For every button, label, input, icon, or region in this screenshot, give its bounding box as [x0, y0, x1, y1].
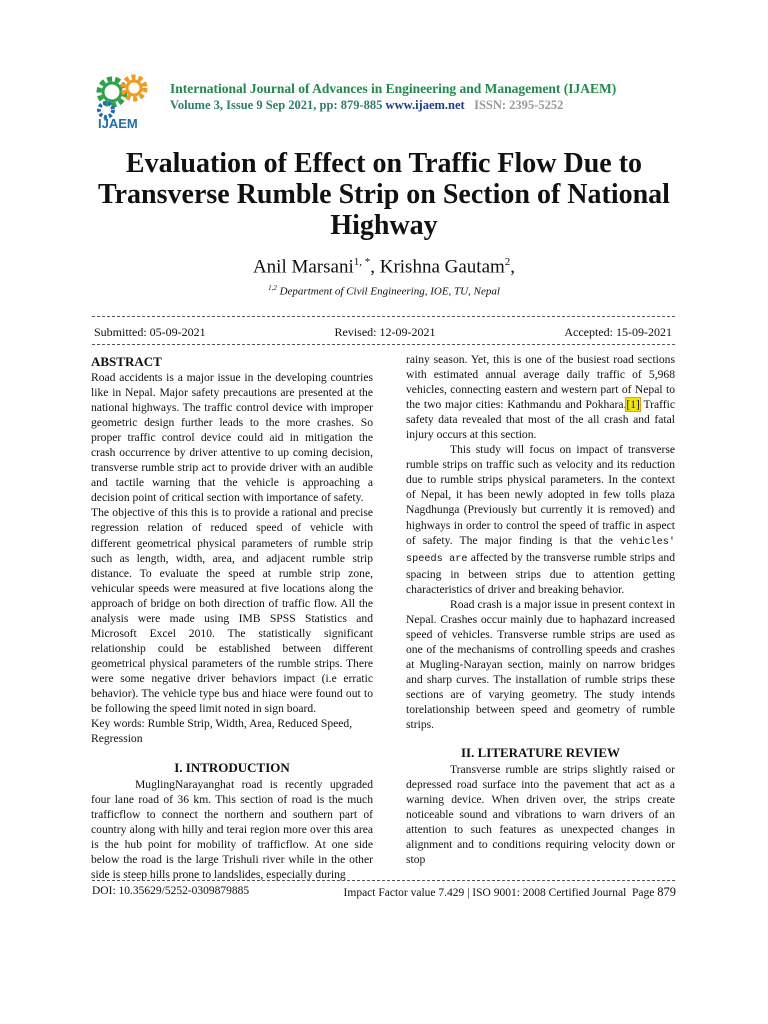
introduction-paragraph-3: Road crash is a major issue in present context in Nepal. Crashes occur mainly due to haphazard increased speed of vehicles. Transverse rumble strips are used as one of the mechanisms of controlling speeds and crashes at Mugling-Narayan section, mainly on narrow bridges and sharp curves. The installation of rumble strips these sections are of varying geometry. The study intends torelationship between speed and geometry of rumble strips. — [406, 597, 675, 732]
gear-logo-icon — [92, 70, 162, 132]
accepted-date: Accepted: 15-09-2021 — [564, 325, 672, 339]
issn: ISSN: 2395-5252 — [474, 98, 564, 112]
page-number: 879 — [657, 885, 676, 899]
intro-p2-mono: vehicles' speeds are — [406, 536, 675, 565]
journal-name: International Journal of Advances in Engineering and Management (IJAEM) — [170, 81, 617, 96]
divider-top — [92, 316, 675, 317]
abstract-paragraph-2: The objective of this this is to provide a rational and precise regression relation of reduced speed of vehicle with different geometrical physical parameters of rumble strip such as length, width, area, and adjacent rumble strip distance. To evaluate the speed at rumble strip zone, vehicular speeds were measured at five locations along the approach of bridge on both direction of traffic flow. All the analysis were made using IMB SPSS Statistics and Microsoft Excel 2010. The statistically significant relationship could be established between different geometrical physical parameters of the rumble strips. There were some negative driver behaviors impact (i.e erratic behavior). The vehicle type bus and hiace were found out to be following the speed limit noted in sign board. — [91, 506, 373, 716]
intro-p2-text-2: affected by the transverse rumble strips and spacing in between strips due to attention getting characteristics of driver and breaking behavior. — [406, 550, 675, 596]
journal-info — [170, 98, 690, 113]
intro-p2-text: This study will focus on impact of transverse rumble strips on traffic such as velocity and its reduction due to rumble strips physical parameters. In the context of Nepal, it has been newly adopted in few tolls plaza Nagdhunga (Previously but currently it is removed) and highways in order to control the speed of traffic in aspect of safety. The major finding is that the — [406, 443, 675, 547]
introduction-paragraph-1: MuglingNarayanghat road is recently upgraded four lane road of 36 km. This section of road is the much trafficflow to connect the northern and southern part of country along with hilly and terai region more over this area is the hub point for mobility of trafficflow. At one side below the road is the large Trishuli river while in the other side is steep hills prone to landslides, especially during — [91, 778, 373, 882]
author-1: Anil Marsani — [252, 256, 354, 278]
affiliation-sup: 1,2 — [268, 284, 277, 292]
journal-url[interactable]: www.ijaem.net — [385, 98, 465, 112]
author-sep: , — [370, 256, 380, 278]
author-2-affil: 2 — [504, 256, 511, 268]
submitted-date: Submitted: 05-09-2021 — [94, 325, 206, 339]
doi[interactable]: DOI: 10.35629/5252-0309879885 — [92, 885, 250, 897]
citation-1[interactable]: [1] — [626, 398, 640, 412]
introduction-heading: I. INTRODUCTION — [174, 760, 290, 776]
author-tail: , — [510, 256, 516, 278]
volume-info: Volume 3, Issue 9 Sep 2021, pp: 879-885 — [170, 98, 383, 112]
author-1-affil: 1, * — [353, 256, 371, 268]
left-column — [91, 354, 373, 883]
footer-divider — [92, 880, 675, 881]
footer-right — [344, 885, 676, 900]
logo-text: IJAEM — [98, 116, 138, 131]
divider-bottom — [92, 344, 675, 345]
paper-title: Evaluation of Effect on Traffic Flow Due to Transverse Rumble Strip on Section of National Highway — [98, 148, 670, 241]
page-label: Page — [632, 887, 658, 899]
revised-date: Revised: 12-09-2021 — [334, 325, 436, 339]
keywords: Key words: Rumble Strip, Width, Area, Reduced Speed, Regression — [91, 717, 353, 746]
introduction-paragraph-2 — [406, 442, 675, 596]
journal-logo — [92, 70, 162, 132]
author-2: Krishna Gautam — [379, 256, 505, 278]
affiliation-text: Department of Civil Engineering, IOE, TU, Nepal — [279, 285, 500, 298]
dates-row — [94, 325, 672, 340]
intro-cont-text: rainy season. Yet, this is one of the busiest road sections with estimated annual average daily traffic of 5,968 vehicles, connecting eastern and western part of Nepal to the two major cities: Kathmandu and Pokhara. — [406, 353, 675, 412]
page-footer — [92, 885, 676, 900]
right-column — [406, 352, 675, 868]
introduction-paragraph-1-cont — [406, 352, 675, 442]
affiliation — [60, 284, 708, 298]
literature-paragraph-1: Transverse rumble are strips slightly raised or depressed road surface into the pavement that act as a warning device. When driven over, the strips create noticeable sound and vibrations to warn drivers of an attention to such features as unexpected changes in alignment and to conditions requiring velocity down or stop — [406, 763, 675, 867]
abstract-heading: ABSTRACT — [91, 354, 162, 369]
literature-review-heading: II. LITERATURE REVIEW — [460, 745, 621, 761]
authors — [60, 256, 708, 278]
intro-cont-text-2: Traffic safety data revealed that most of the all crash and fatal injury occurs at this section. — [406, 398, 676, 442]
impact-factor: Impact Factor value 7.429 | ISO 9001: 2008 Certified Journal — [343, 887, 627, 899]
abstract-paragraph-1: Road accidents is a major issue in the developing countries like in Nepal. Major safety precautions are presented at the national highways. The traffic control device with improper geometric design further leads to the more crashes. So proper traffic control device could aid in mitigation the crash occurrence by driver attentive to up coming decision, transverse rumble strip act to provide driver with an audible and tactile warning that the vehicle is approaching a decision point of critical section with importance of safety. — [91, 371, 373, 505]
